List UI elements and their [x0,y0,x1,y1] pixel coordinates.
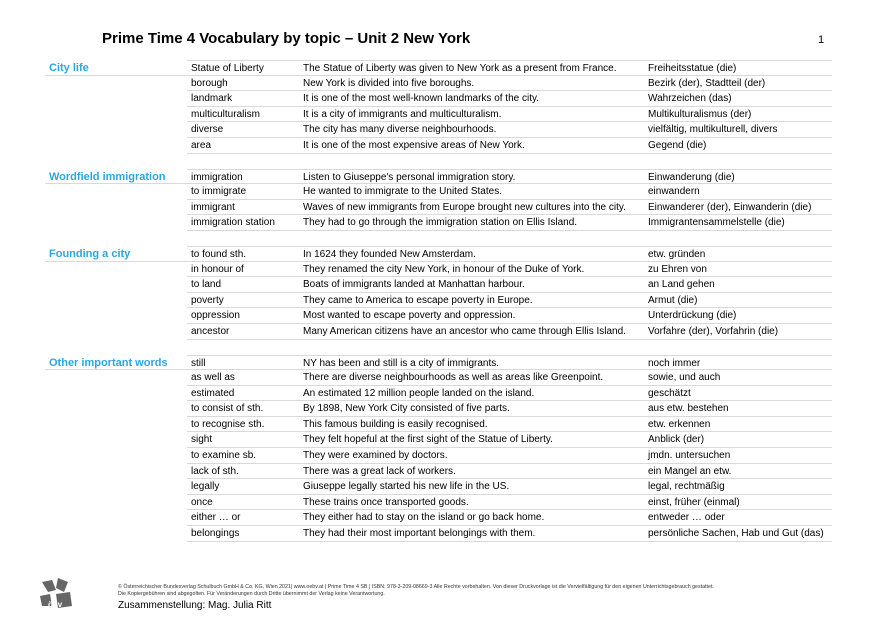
vocab-row [45,386,832,402]
vocab-term: immigrant [191,201,235,213]
vocab-row [45,122,832,138]
german-translation: einwandern [648,186,700,198]
vocab-cells [187,60,832,76]
german-translation: entweder … oder [648,512,725,524]
example-sentence: He wanted to immigrate to the United States. [303,186,502,198]
vocab-row [45,60,832,76]
vocab-row [45,107,832,123]
german-translation: persönliche Sachen, Hab und Gut (das) [648,528,824,540]
vocab-term: in honour of [191,263,244,275]
vocab-cells [187,495,832,511]
vocab-term: once [191,496,213,508]
vocab-row [45,76,832,92]
vocab-cells [187,76,832,92]
page-number: 1 [818,34,825,46]
vocab-term: to recognise sth. [191,418,265,430]
example-sentence: This famous building is easily recognised. [303,418,488,430]
example-sentence: They came to America to escape poverty in Europe. [303,294,533,306]
german-translation: Gegend (die) [648,139,707,151]
example-sentence: Giuseppe legally started his new life in the US. [303,481,510,493]
vocab-row [45,370,832,386]
vocab-cells [187,448,832,464]
example-sentence: It is one of the most well-known landmarks of the city. [303,93,540,105]
example-sentence: NY has been and still is a city of immigrants. [303,357,500,369]
vocab-cells [187,401,832,417]
example-sentence: Boats of immigrants landed at Manhattan harbour. [303,279,525,291]
example-sentence: Waves of new immigrants from Europe brought new cultures into the city. [303,201,626,213]
german-translation: Multikulturalismus (der) [648,108,752,120]
vocab-term: ancestor [191,325,230,337]
german-translation: Bezirk (der), Stadtteil (der) [648,77,766,89]
vocab-cells [187,184,832,200]
vocab-cells [187,355,832,371]
copyright-line-2: Die Kopiergebühren sind abgegolten. Für Veränderungen durch Dritte übernimmt der Verlag keine Verantwortung. [118,591,385,597]
vocab-cells [187,479,832,495]
german-translation: jmdn. untersuchen [648,450,731,462]
vocab-row [45,464,832,480]
german-translation: noch immer [648,357,701,369]
vocab-term: still [191,357,206,369]
vocab-cells [187,417,832,433]
german-translation: Wahrzeichen (das) [648,93,732,105]
vocab-term: to examine sb. [191,450,257,462]
vocab-term: as well as [191,372,235,384]
example-sentence: An estimated 12 million people landed on the island. [303,387,535,399]
vocab-row [45,526,832,542]
german-translation: Unterdrückung (die) [648,310,737,322]
german-translation: legal, rechtmäßig [648,481,725,493]
vocab-term: immigration station [191,217,275,229]
german-translation: an Land gehen [648,279,715,291]
example-sentence: There are diverse neighbourhoods as well as areas like Greenpoint. [303,372,604,384]
section-gap [45,231,832,246]
vocab-row [45,200,832,216]
vocab-row [45,495,832,511]
vocab-cells [187,169,832,185]
german-translation: etw. gründen [648,248,706,260]
vocab-row [45,401,832,417]
vocab-row [45,308,832,324]
vocab-term: lack of sth. [191,465,239,477]
vocab-row [45,262,832,278]
vocab-row [45,293,832,309]
german-translation: Armut (die) [648,294,698,306]
vocab-term: Statue of Liberty [191,63,264,74]
vocab-cells [187,308,832,324]
example-sentence: In 1624 they founded New Amsterdam. [303,248,476,260]
vocab-cells [187,526,832,542]
vocab-term: multiculturalism [191,108,260,120]
vocab-term: legally [191,481,220,493]
vocab-cells [187,138,832,154]
vocab-cells [187,510,832,526]
vocab-cells [187,432,832,448]
example-sentence: There was a great lack of workers. [303,465,456,477]
vocab-term: area [191,139,212,151]
german-translation: Freiheitsstatue (die) [648,63,737,74]
german-translation: ein Mangel an etw. [648,465,732,477]
vocab-row [45,355,832,371]
german-translation: zu Ehren von [648,263,707,275]
vocab-term: landmark [191,93,233,105]
example-sentence: They had to go through the immigration station on Ellis Island. [303,217,578,229]
vocab-cells [187,107,832,123]
example-sentence: These trains once transported goods. [303,496,469,508]
section-heading: City life [49,62,89,74]
vocab-row [45,417,832,433]
german-translation: geschätzt [648,387,691,399]
vocab-term: sight [191,434,213,446]
vocab-term: borough [191,77,228,89]
german-translation: Einwanderung (die) [648,171,735,183]
section-heading: Founding a city [49,247,131,260]
vocab-term: estimated [191,387,235,399]
vocab-cells [187,324,832,340]
vocab-row [45,169,832,185]
example-sentence: Listen to Giuseppe's personal immigration story. [303,171,516,183]
vocab-row [45,432,832,448]
vocab-row [45,448,832,464]
vocab-row [45,479,832,495]
vocab-cells [187,200,832,216]
vocab-term: either … or [191,512,241,524]
section-heading: Other important words [49,356,168,369]
german-translation: Vorfahre (der), Vorfahrin (die) [648,325,779,337]
copyright-footer [118,584,818,598]
example-sentence: Many American citizens have an ancestor who came through Ellis Island. [303,325,626,337]
german-translation: Einwanderer (der), Einwanderin (die) [648,201,812,213]
vocab-term: to immigrate [191,186,247,198]
page-title: Prime Time 4 Vocabulary by topic – Unit 2 New York [102,30,471,47]
vocab-row [45,215,832,231]
german-translation: einst, früher (einmal) [648,496,740,508]
german-translation: etw. erkennen [648,418,711,430]
vocab-term: diverse [191,124,224,136]
vocab-cells [187,370,832,386]
vocab-term: to land [191,279,222,291]
vocab-cells [187,464,832,480]
vocab-term: oppression [191,310,240,322]
example-sentence: It is a city of immigrants and multiculturalism. [303,108,502,120]
section-gap [45,340,832,355]
german-translation: Immigrantensammelstelle (die) [648,217,785,229]
vocab-cells [187,215,832,231]
vocab-term: poverty [191,294,224,306]
vocab-cells [187,91,832,107]
vocabulary-table [45,60,832,542]
section-gap [45,154,832,169]
example-sentence: Most wanted to escape poverty and oppression. [303,310,516,322]
vocab-row [45,277,832,293]
vocab-cells [187,122,832,138]
example-sentence: New York is divided into five boroughs. [303,77,475,89]
example-sentence: It is one of the most expensive areas of New York. [303,139,525,151]
logo-text: öbv [48,600,63,609]
example-sentence: By 1898, New York City consisted of five parts. [303,403,510,415]
german-translation: aus etw. bestehen [648,403,729,415]
vocab-cells [187,277,832,293]
example-sentence: The Statue of Liberty was given to New York as a present from France. [303,63,617,74]
compiler-credit: Zusammenstellung: Mag. Julia Ritt [118,600,272,611]
vocab-row [45,184,832,200]
vocab-cells [187,246,832,262]
example-sentence: They had their most important belongings with them. [303,528,536,540]
vocab-cells [187,386,832,402]
example-sentence: They renamed the city New York, in honour of the Duke of York. [303,263,585,275]
vocab-row [45,91,832,107]
german-translation: vielfältig, multikulturell, divers [648,124,778,136]
example-sentence: They either had to stay on the island or go back home. [303,512,545,524]
vocab-term: to consist of sth. [191,403,264,415]
german-translation: Anblick (der) [648,434,705,446]
copyright-line: © Österreichischer Bundesverlag Schulbuch GmbH & Co. KG, Wien 2021| www.oebv.at | Prime Time 4 SB | ISBN: 978-3-209-08669-3 Alle Rechte vorbehalten. Von dieser Druckvorlage ist die Vervielfältigung für den eigenen Unterrichtsgebrauch gestattet. [118,584,714,590]
vocab-term: belongings [191,528,240,540]
vocab-row [45,324,832,340]
section-heading: Wordfield immigration [49,170,166,183]
vocab-row [45,138,832,154]
example-sentence: They were examined by doctors. [303,450,448,462]
vocab-term: to found sth. [191,248,247,260]
vocab-row [45,510,832,526]
vocab-term: immigration [191,171,243,183]
german-translation: sowie, und auch [648,372,721,384]
vocab-row [45,246,832,262]
example-sentence: The city has many diverse neighbourhoods. [303,124,497,136]
vocab-cells [187,262,832,278]
example-sentence: They felt hopeful at the first sight of the Statue of Liberty. [303,434,553,446]
vocab-cells [187,293,832,309]
